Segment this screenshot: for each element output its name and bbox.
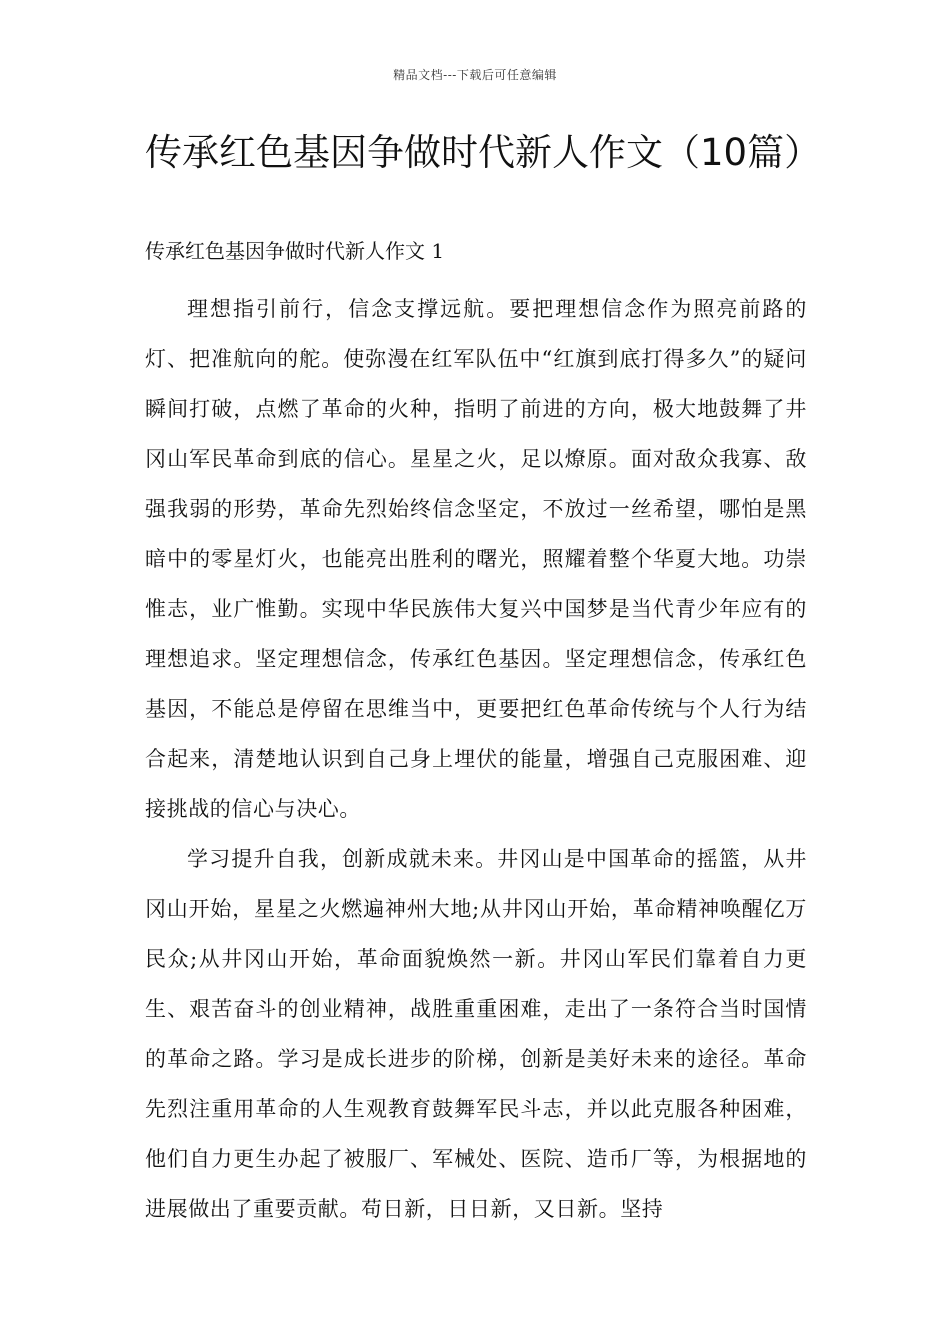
essay-subtitle: 传承红色基因争做时代新人作文 1 [145,239,445,263]
essay-body [145,284,807,1234]
paragraph-1: 理想指引前行，信念支撑远航。要把理想信念作为照亮前路的灯、把准航向的舵。使弥漫在红军队伍中“红旗到底打得多久”的疑问瞬间打破，点燃了革命的火种，指明了前进的方向，极大地鼓舞了井冈山军民革命到底的信心。星星之火，足以燎原。面对敌众我寡、敌强我弱的形势，革命先烈始终信念坚定，不放过一丝希望，哪怕是黑暗中的零星灯火，也能亮出胜利的曙光，照耀着整个华夏大地。功崇惟志，业广惟勤。实现中华民族伟大复兴中国梦是当代青少年应有的理想追求。坚定理想信念，传承红色基因。坚定理想信念，传承红色基因，不能总是停留在思维当中，更要把红色革命传统与个人行为结合起来，清楚地认识到自己身上埋伏的能量，增强自己克服困难、迎接挑战的信心与决心。 [145,297,807,821]
paragraph-2: 学习提升自我，创新成就未来。井冈山是中国革命的摇篮，从井冈山开始，星星之火燃遍神州大地;从井冈山开始，革命精神唤醒亿万民众;从井冈山开始，革命面貌焕然一新。井冈山军民们靠着自力更生、艰苦奋斗的创业精神，战胜重重困难，走出了一条符合当时国情的革命之路。学习是成长进步的阶梯，创新是美好未来的途径。革命先烈注重用革命的人生观教育鼓舞军民斗志，并以此克服各种困难，他们自力更生办起了被服厂、军械处、医院、造币厂等，为根据地的进展做出了重要贡献。苟日新，日日新，又日新。坚持 [145,847,807,1221]
header-note: 精品文档---下载后可任意编辑 [393,68,557,82]
document-title: 传承红色基因争做时代新人作文（10篇） [145,131,822,174]
